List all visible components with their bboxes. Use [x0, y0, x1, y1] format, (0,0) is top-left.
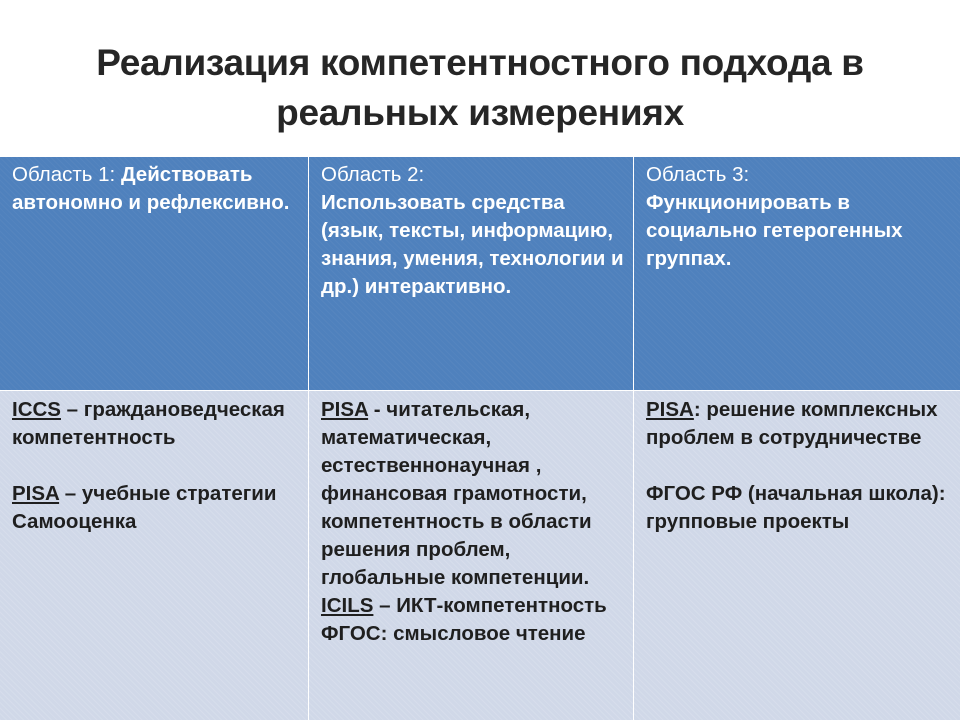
- body-text-area-3: [646, 396, 952, 536]
- list-item: [646, 396, 952, 452]
- list-item: [12, 480, 300, 508]
- body-text-area-2: [321, 396, 625, 648]
- list-item-text: - читательская, математическая, естественнонаучная , финансовая грамотности, компетентность в области решения проблем, глобальные компетенции.: [321, 398, 592, 589]
- competency-table: [0, 155, 960, 720]
- header-lead-area-1: Область 1:: [12, 163, 116, 186]
- header-desc-area-1: Действовать автономно и рефлексивно.: [12, 163, 290, 214]
- list-item: [646, 480, 952, 536]
- list-item: [321, 592, 625, 620]
- table-column-area-1: [0, 155, 308, 720]
- list-item-text: – учебные стратегии: [59, 482, 277, 505]
- list-item: [12, 396, 300, 452]
- list-item-text: – ИКТ-компетентность: [373, 594, 607, 617]
- list-item-text: : решение комплексных проблем в сотрудничестве: [646, 398, 938, 449]
- list-item-text: ФГОС: смысловое чтение: [321, 622, 586, 645]
- header-text-area-2: [321, 161, 625, 301]
- list-item: [321, 620, 625, 648]
- list-item-text: – граждановедческая компетентность: [12, 398, 285, 449]
- header-text-area-1: [12, 161, 300, 217]
- list-item-text: Самооценка: [12, 510, 137, 533]
- column-divider: [308, 155, 309, 720]
- header-text-area-3: [646, 161, 952, 273]
- list-item: [12, 508, 300, 536]
- list-item: [321, 396, 625, 592]
- slide-title-line-2: реальных измерениях: [276, 92, 684, 133]
- header-lead-area-2: Область 2:: [321, 163, 425, 186]
- slide-title-line-1: Реализация компетентностного подхода в: [96, 42, 864, 83]
- icils-link[interactable]: ICILS: [321, 594, 374, 617]
- header-lead-area-3: Область 3:: [646, 163, 750, 186]
- pisa-link[interactable]: PISA: [12, 482, 60, 505]
- pisa-link[interactable]: PISA: [321, 398, 369, 421]
- slide-title: [40, 38, 920, 138]
- list-item-text: ФГОС РФ (начальная школа): групповые проекты: [646, 482, 946, 533]
- column-divider: [633, 155, 634, 720]
- iccs-link[interactable]: ICCS: [12, 398, 61, 421]
- body-text-area-1: [12, 396, 300, 536]
- pisa-link[interactable]: PISA: [646, 398, 694, 421]
- header-desc-area-2: Использовать средства (язык, тексты, информацию, знания, умения, технологии и др.) интерактивно.: [321, 191, 624, 298]
- table-column-area-2: [309, 155, 633, 720]
- header-desc-area-3: Функционировать в социально гетерогенных группах.: [646, 191, 903, 270]
- table-column-area-3: [634, 155, 960, 720]
